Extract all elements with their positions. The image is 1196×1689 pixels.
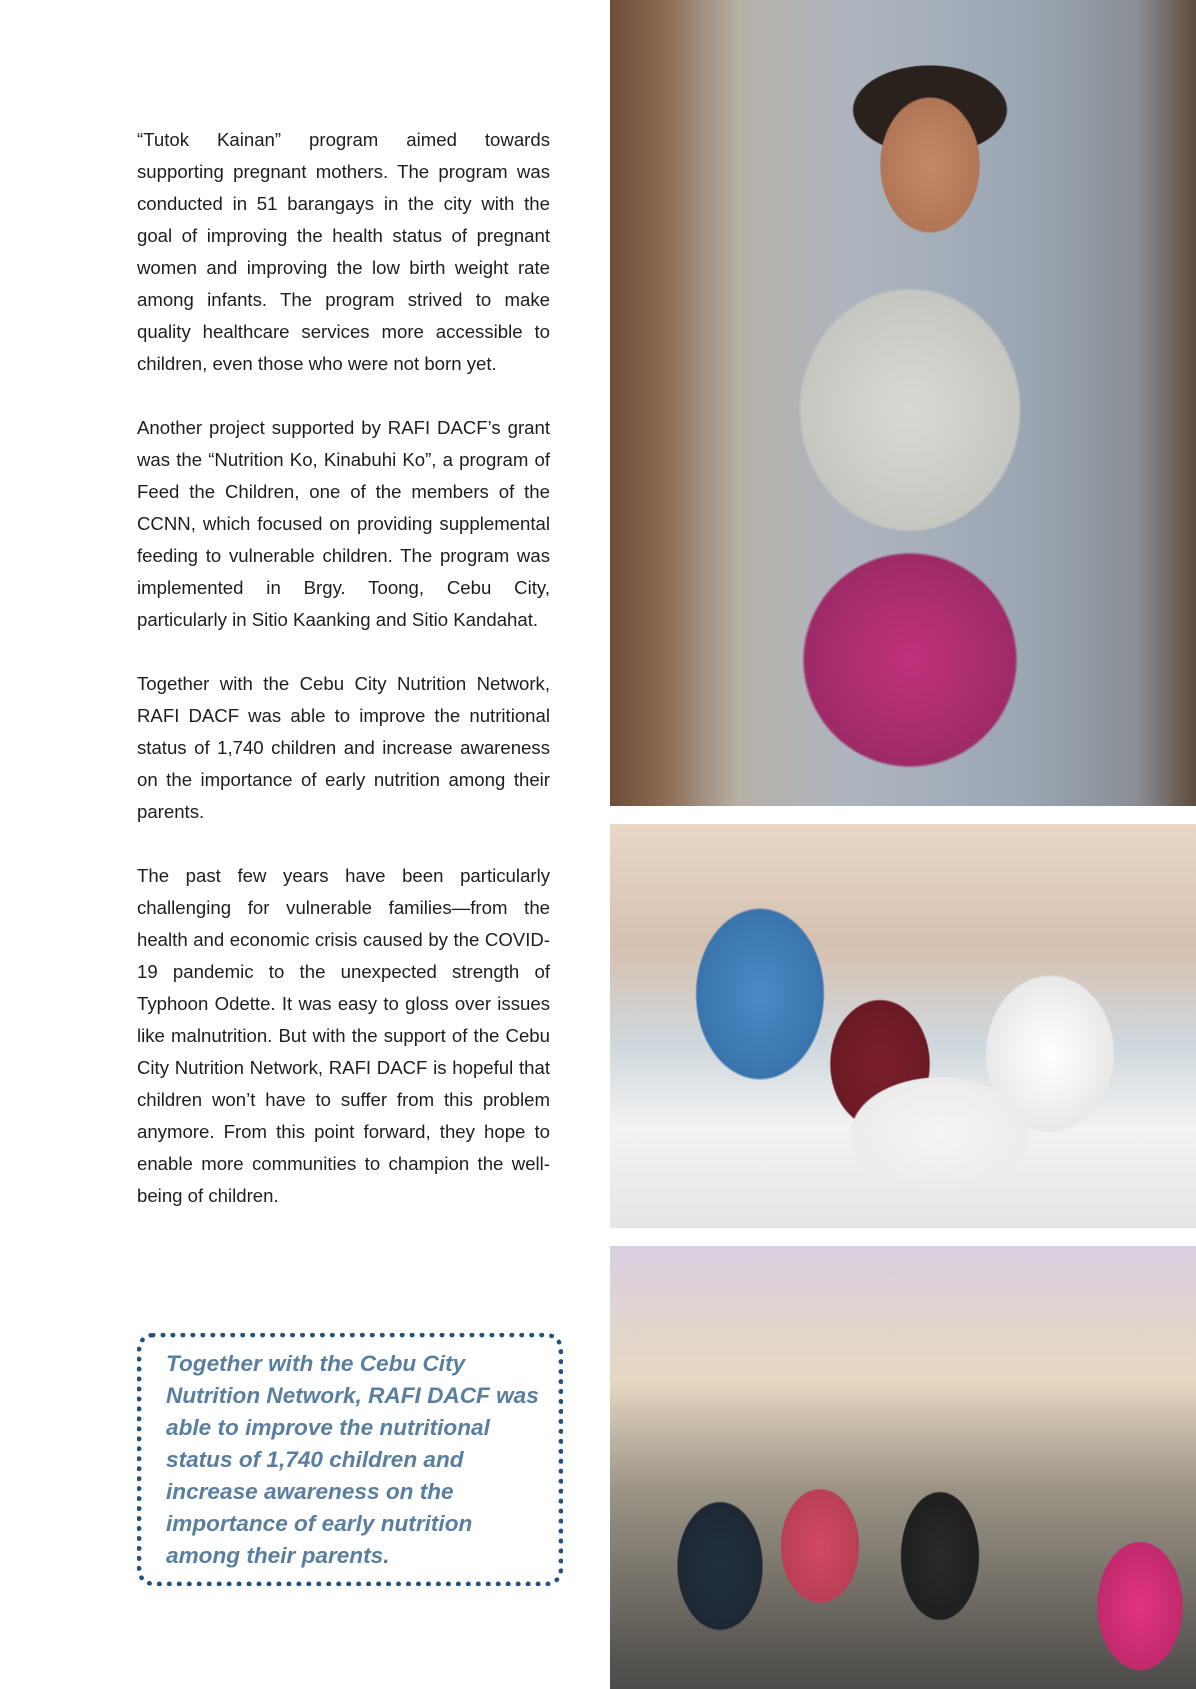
photo-child-drawing-with-volunteers xyxy=(610,824,1196,1228)
paragraph-tutok-kainan: “Tutok Kainan” program aimed towards supporting pregnant mothers. The program was conducted in 51 barangays in the city with the goal of improving the health status of pregnant women and improving the low birth weight rate among infants. The program strived to make quality healthcare services more accessible to children, even those who were not born yet. xyxy=(137,129,550,374)
paragraph-challenges: The past few years have been particularly challenging for vulnerable families—from the health and economic crisis caused by the COVID-19 pandemic to the unexpected strength of Typhoon Odette. It was easy to gloss over issues like malnutrition. But with the support of the Cebu City Nutrition Network, RAFI DACF is hopeful that children won’t have to suffer from this problem anymore. From this point forward, they hope to enable more communities to champion the well-being of children. xyxy=(137,865,550,1206)
article-body xyxy=(137,124,550,1212)
photo-mothers-holding-food-packs xyxy=(610,1246,1196,1689)
pull-quote-box xyxy=(137,1333,563,1586)
paragraph-nutrition-ko: Another project supported by RAFI DACF’s grant was the “Nutrition Ko, Kinabuhi Ko”, a program of Feed the Children, one of the members of the CCNN, which focused on providing supplemental feeding to vulnerable children. The program was implemented in Brgy. Toong, Cebu City, particularly in Sitio Kaanking and Sitio Kandahat. xyxy=(137,417,550,630)
pull-quote-text: Together with the Cebu City Nutrition Network, RAFI DACF was able to improve the nutritional status of 1,740 children and increase awareness on the importance of early nutrition among their parents. xyxy=(166,1351,539,1568)
photo-pregnant-mother-with-food-pack xyxy=(610,0,1196,806)
paragraph-results: Together with the Cebu City Nutrition Network, RAFI DACF was able to improve the nutritional status of 1,740 children and increase awareness on the importance of early nutrition among their parents. xyxy=(137,673,550,822)
